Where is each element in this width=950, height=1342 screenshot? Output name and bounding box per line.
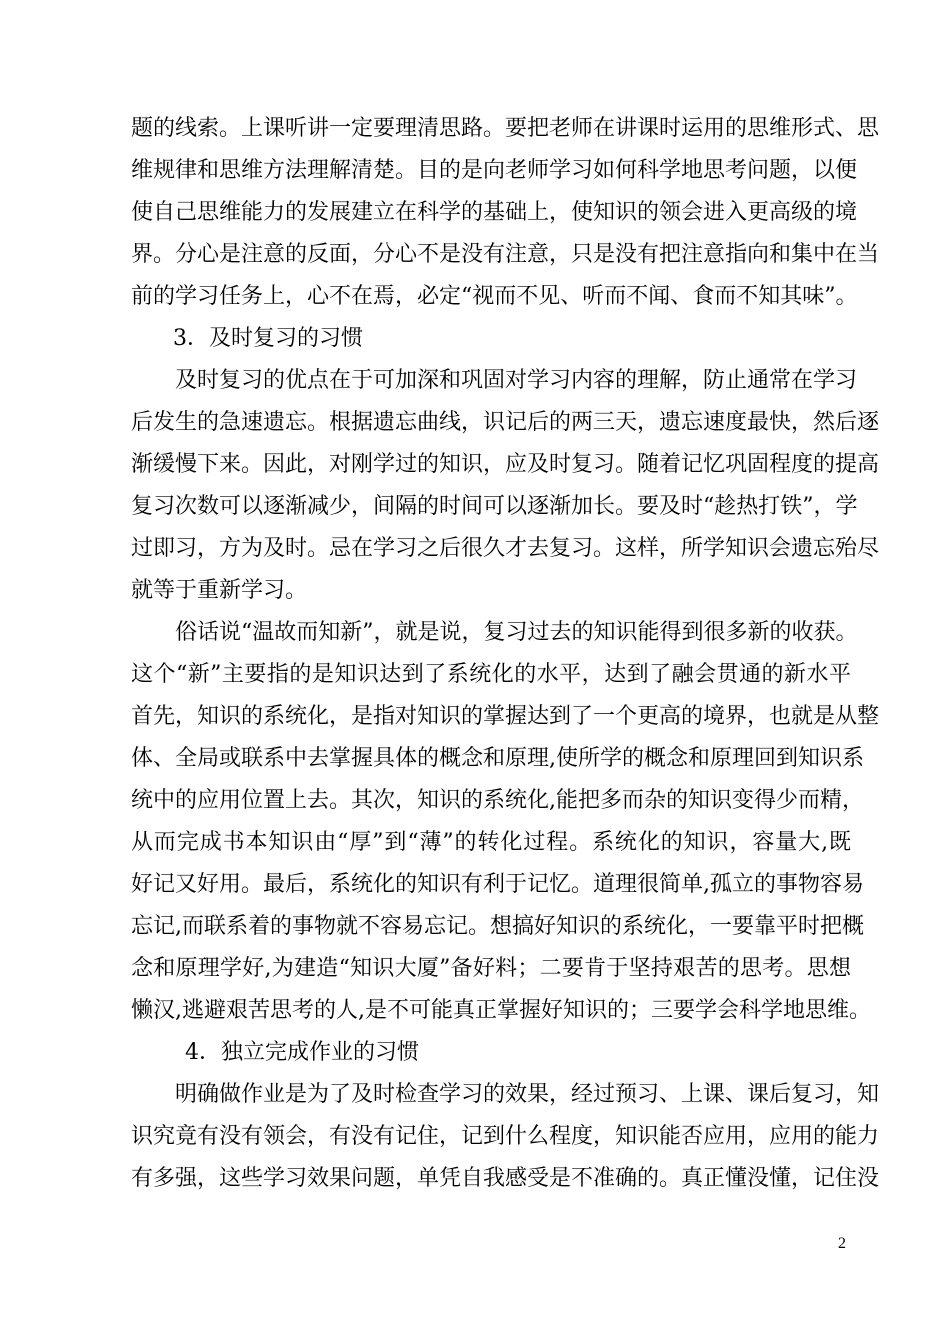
text-line: 忘记,而联系着的事物就不容易忘记。想搞好知识的系统化，一要靠平时把概 <box>131 914 864 939</box>
text-line: 渐缓慢下来。因此，对刚学过的知识，应及时复习。随着记忆巩固程度的提高 <box>131 452 880 477</box>
text-line: 懒汉,逃避艰苦思考的人,是不可能真正掌握好知识的；三要学会科学地思维。 <box>131 998 871 1023</box>
text-line: 复习次数可以逐渐减少，间隔的时间可以逐渐加长。要及时“趁热打铁”，学 <box>131 494 858 519</box>
paragraph-first-line: 及时复习的优点在于可加深和巩固对学习内容的理解，防止通常在学习 <box>175 368 858 393</box>
text-line: 这个“新”主要指的是知识达到了系统化的水平，达到了融会贯通的新水平 <box>131 662 851 687</box>
page-number: 2 <box>838 1235 846 1252</box>
text-line: 前的学习任务上，心不在焉，必定“视而不见、听而不闻、食而不知其味”。 <box>131 284 858 309</box>
paragraph-first-line: 俗话说“温故而知新”，就是说，复习过去的知识能得到很多新的收获。 <box>175 620 858 645</box>
text-line: 念和原理学好,为建造“知识大厦”备好料；二要肯于坚持艰苦的思考。思想 <box>131 956 851 981</box>
text-line: 使自己思维能力的发展建立在科学的基础上，使知识的领会进入更高级的境 <box>131 200 858 225</box>
text-line: 就等于重新学习。 <box>131 578 308 603</box>
paragraph-first-line: 明确做作业是为了及时检查学习的效果，经过预习、上课、课后复习，知 <box>175 1082 880 1107</box>
text-line: 体、全局或联系中去掌握具体的概念和原理,使所学的概念和原理回到知识系 <box>131 746 864 771</box>
text-line: 首先，知识的系统化，是指对知识的掌握达到了一个更高的境界，也就是从整 <box>131 704 880 729</box>
text-line: 有多强，这些学习效果问题，单凭自我感受是不准确的。真正懂没懂，记住没 <box>131 1166 880 1191</box>
text-line: 界。分心是注意的反面，分心不是没有注意，只是没有把注意指向和集中在当 <box>131 242 880 267</box>
text-line: 从而完成书本知识由“厚”到“薄”的转化过程。系统化的知识，容量大,既 <box>131 830 851 855</box>
text-line: 识究竟有没有领会，有没有记住，记到什么程度，知识能否应用，应用的能力 <box>131 1124 880 1149</box>
text-line: 好记又好用。最后，系统化的知识有利于记忆。道理很简单,孤立的事物容易 <box>131 872 864 897</box>
section-heading-4: 4．独立完成作业的习惯 <box>185 1040 419 1065</box>
text-line: 后发生的急速遗忘。根据遗忘曲线，识记后的两三天，遗忘速度最快，然后逐 <box>131 410 880 435</box>
text-line: 题的线索。上课听讲一定要理清思路。要把老师在讲课时运用的思维形式、思 <box>131 116 880 141</box>
text-line: 维规律和思维方法理解清楚。目的是向老师学习如何科学地思考问题，以便 <box>131 158 858 183</box>
text-line: 统中的应用位置上去。其次，知识的系统化,能把多而杂的知识变得少而精， <box>131 788 864 813</box>
section-heading-3: 3．及时复习的习惯 <box>173 326 363 351</box>
text-line: 过即习，方为及时。忌在学习之后很久才去复习。这样，所学知识会遗忘殆尽 <box>131 536 880 561</box>
